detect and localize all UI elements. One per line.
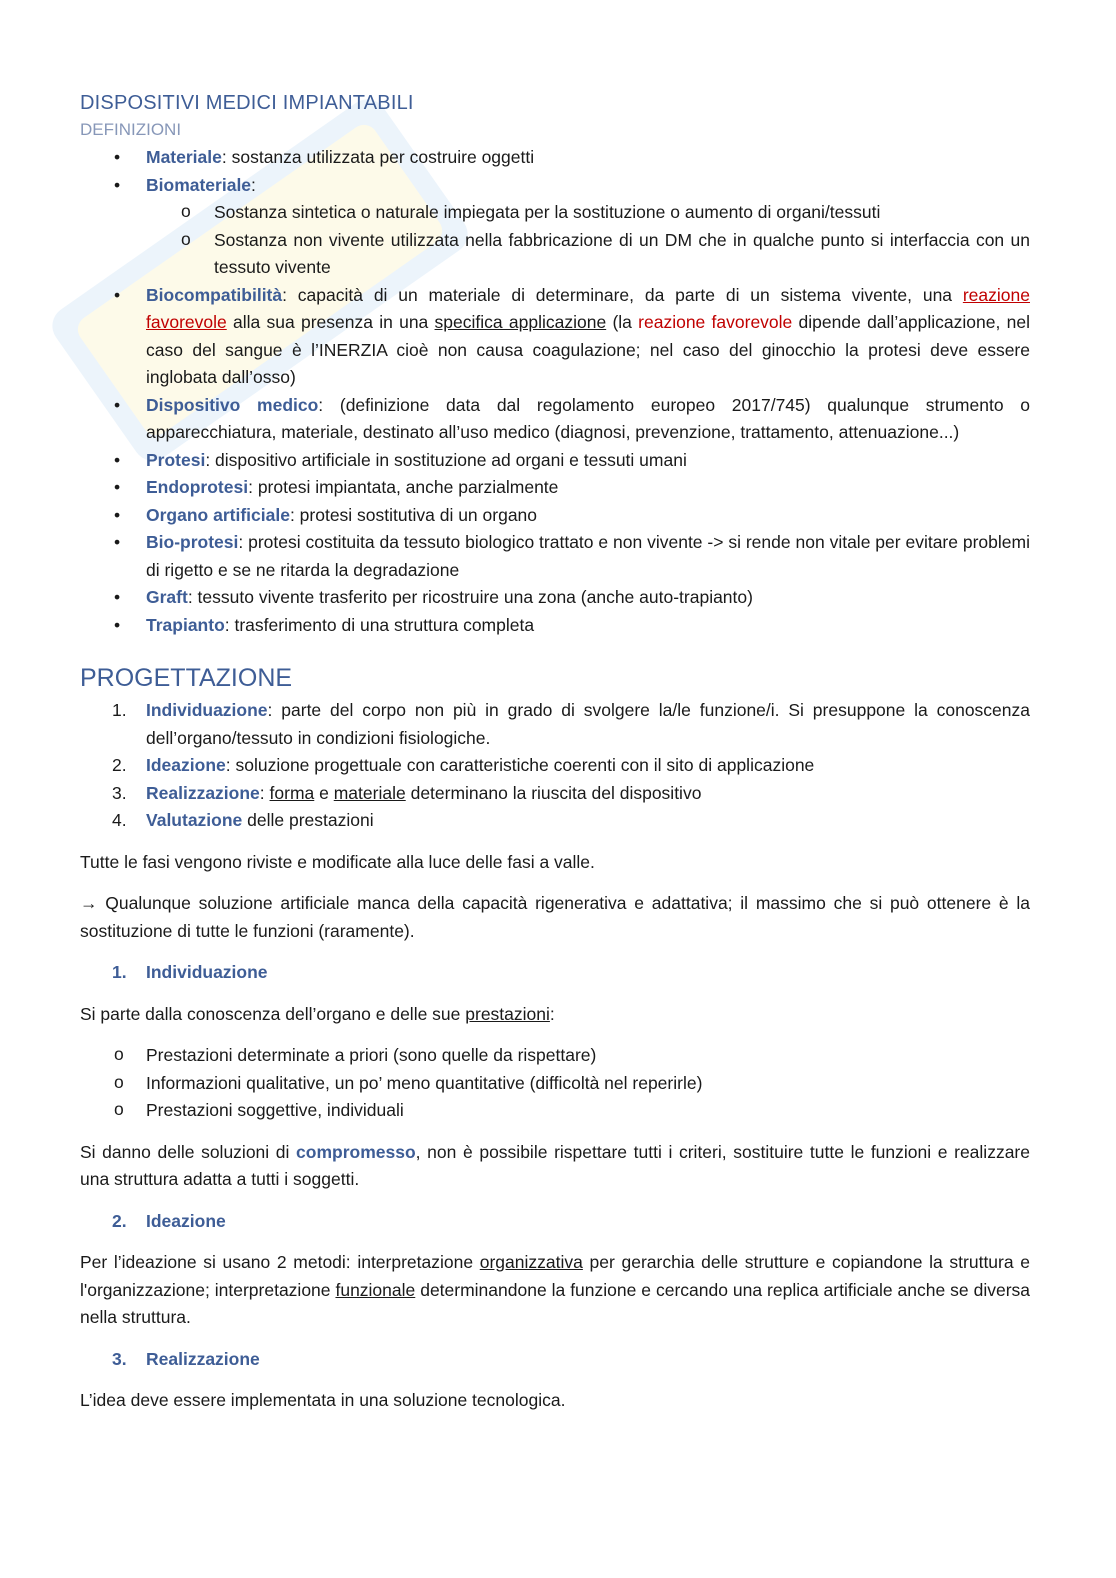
paragraph-text: : [549, 1003, 555, 1024]
definition-term: Materiale [146, 147, 222, 167]
paragraph: Tutte le fasi vengono riviste e modificate alla luce delle fasi a valle. [80, 851, 595, 872]
definition-term: Bio-protesi [146, 532, 239, 552]
step-text: determinano la riuscita del dispositivo [405, 782, 702, 803]
paragraph-text: , non è possibile rispettare tutti i criteri, sostituire tutte le funzioni e realizzare una struttura adatta a tutti i soggetti. [80, 1141, 1030, 1189]
section-number: 1. [112, 962, 127, 982]
step-text: : [259, 782, 270, 803]
definition-text: : protesi costituita da tessuto biologico trattato e non vivente -> si rende non vitale per evitare problemi di rigetto e se ne ritarda la degradazione [146, 532, 1030, 580]
definition-item [80, 584, 1030, 612]
definition-term: Graft [146, 587, 188, 607]
definition-text: : (definizione data dal regolamento europeo 2017/745) qualunque strumento o apparecchiatura, materiale, destinato all’uso medico (diagnosi, prevenzione, trattamento, attenuazione...) [146, 394, 1030, 442]
definition-text: : sostanza utilizzata per costruire oggetti [221, 147, 535, 167]
definition-item [80, 447, 1030, 475]
paragraph: L’idea deve essere implementata in una soluzione tecnologica. [80, 1390, 566, 1410]
step-term: Realizzazione [146, 782, 260, 803]
paragraph-text: Si parte dalla conoscenza dell’organo e delle sue [80, 1003, 466, 1024]
sub-item: o Sostanza sintetica o naturale impiegata per la sostituzione o aumento di organi/tessuti [80, 199, 1030, 227]
definition-term: Biomateriale [146, 174, 252, 195]
paragraph-text: Per l’ideazione si usano 2 metodi: interpretazione [80, 1252, 480, 1272]
section-number: 2. [112, 1210, 127, 1231]
definition-term: Trapianto [146, 614, 225, 635]
definition-text: : tessuto vivente trasferito per ricostruire una zona (anche auto-trapianto) [187, 587, 753, 607]
highlight-red: reazione favorevole [638, 312, 793, 332]
paragraph [80, 1139, 1030, 1194]
definition-term: Biocompatibilità [146, 284, 283, 305]
paragraph: → Qualunque soluzione artificiale manca della capacità rigenerativa e adattativa; il massimo che si può ottenere è la sostituzione di tutte le funzioni (raramente). [80, 893, 1030, 941]
definition-text: : [251, 174, 256, 195]
paragraph-text: Si danno delle soluzioni di [80, 1141, 297, 1162]
step-item [80, 780, 1030, 808]
definition-text: alla sua presenza in una [226, 312, 435, 332]
definition-text: : protesi sostitutiva di un organo [289, 504, 538, 525]
step-item [80, 752, 1030, 780]
definition-item [80, 474, 1030, 502]
section-title: Individuazione [146, 962, 268, 982]
step-number: 4. [112, 810, 127, 830]
section-title: Realizzazione [146, 1348, 260, 1369]
step-text: : soluzione progettuale con caratteristiche coerenti con il sito di applicazione [225, 755, 815, 775]
document-page [80, 88, 1030, 1415]
subsection-individuazione-heading [80, 959, 1030, 987]
highlight-red-underlined: reazione favorevole [146, 284, 1030, 332]
underlined-text: materiale [333, 782, 406, 803]
definition-term: Protesi [146, 449, 206, 470]
definition-item [80, 502, 1030, 530]
step-number: 2. [112, 755, 127, 775]
definition-term: Organo artificiale [146, 504, 290, 525]
list-item: o Prestazioni determinate a priori (sono quelle da rispettare) [80, 1042, 1030, 1070]
step-item [80, 697, 1030, 752]
list-item: o Informazioni qualitative, un po’ meno quantitative (difficoltà nel reperirle) [80, 1070, 1030, 1098]
definition-item [80, 282, 1030, 392]
prestazioni-list [80, 1042, 1030, 1125]
definition-item [80, 172, 1030, 282]
section-title: Ideazione [146, 1210, 226, 1231]
step-term: Ideazione [146, 755, 226, 775]
step-item [80, 807, 1030, 835]
definition-item [80, 144, 1030, 172]
definitions-list [80, 144, 1030, 639]
biomateriale-sublist [80, 199, 1030, 282]
underlined-text: specifica applicazione [434, 312, 607, 332]
step-text: e [314, 782, 334, 803]
section-progettazione-heading: PROGETTAZIONE [80, 664, 293, 692]
section-number: 3. [112, 1348, 127, 1369]
step-number: 1. [112, 700, 127, 720]
paragraph-text: per gerarchia delle strutture e copiandone la struttura e l'organizzazione; interpretazione [80, 1252, 1030, 1300]
highlight-term: compromesso [296, 1141, 416, 1162]
step-term: Individuazione [146, 700, 268, 720]
definition-text: : protesi impiantata, anche parzialmente [248, 477, 559, 497]
underlined-text: forma [269, 782, 315, 803]
sub-item: o Sostanza non vivente utilizzata nella fabbricazione di un DM che in qualche punto si interfaccia con un tessuto vivente [80, 227, 1030, 282]
underlined-text: funzionale [335, 1279, 416, 1300]
paragraph-text: determinandone la funzione e cercando una replica artificiale anche se diversa nella struttura. [80, 1279, 1031, 1327]
paragraph [80, 1249, 1030, 1332]
definition-text: dipende dall’applicazione, nel caso del sangue è l’INERZIA cioè non causa coagulazione; nel caso del ginocchio la protesi deve essere inglobata dall’osso) [146, 312, 1030, 387]
list-item: o Prestazioni soggettive, individuali [80, 1097, 1030, 1125]
step-text: : parte del corpo non più in grado di svolgere la/le funzione/i. Si presuppone la conoscenza dell’organo/tessuto in condizioni fisiologiche. [146, 700, 1030, 748]
paragraph [80, 1001, 1030, 1029]
definition-term: Dispositivo medico [146, 394, 319, 415]
underlined-text: organizzativa [479, 1252, 583, 1272]
underlined-text: prestazioni [465, 1003, 550, 1024]
definition-text: : trasferimento di una struttura completa [224, 614, 535, 635]
subsection-realizzazione-heading [80, 1346, 1030, 1374]
progettazione-steps [80, 697, 1030, 835]
definition-item [80, 612, 1030, 640]
definition-term: Endoprotesi [146, 477, 249, 497]
definition-text: : capacità di un materiale di determinare, da parte di un sistema vivente, una [282, 284, 963, 305]
step-text: delle prestazioni [242, 810, 374, 830]
subsection-ideazione-heading [80, 1208, 1030, 1236]
definition-item [80, 392, 1030, 447]
section-definizioni-heading: DEFINIZIONI [80, 120, 182, 139]
step-number: 3. [112, 782, 127, 803]
step-term: Valutazione [146, 810, 243, 830]
definition-item [80, 529, 1030, 584]
definition-text: (la [606, 312, 639, 332]
definition-text: : dispositivo artificiale in sostituzione ad organi e tessuti umani [205, 449, 687, 470]
document-title: DISPOSITIVI MEDICI IMPIANTABILI [80, 92, 414, 114]
